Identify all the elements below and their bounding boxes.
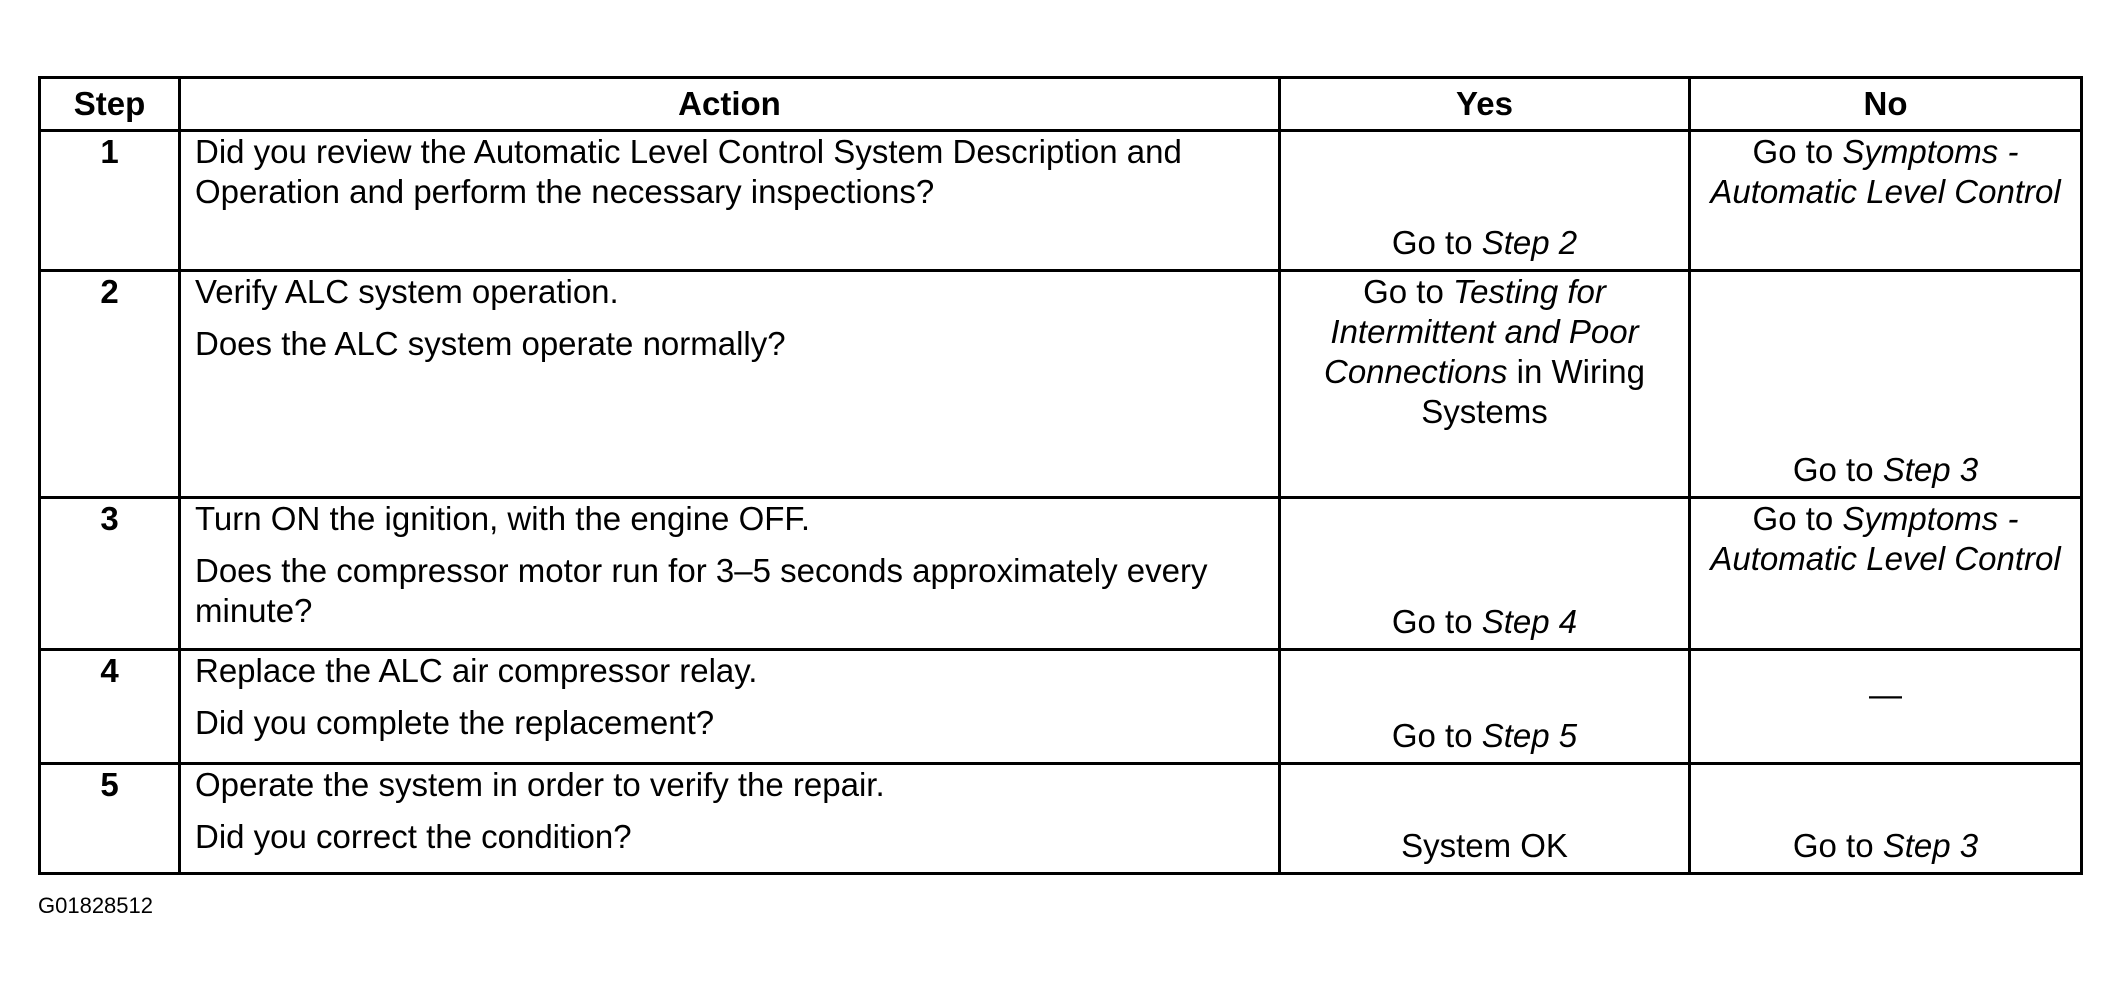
figure-id: G01828512 bbox=[38, 893, 153, 918]
yes-prefix: Go to bbox=[1391, 603, 1482, 640]
no-cell bbox=[1690, 498, 2082, 650]
step-number: 4 bbox=[40, 650, 180, 764]
yes-prefix: Go to bbox=[1363, 273, 1453, 310]
no-link[interactable]: Symptoms - Automatic Level Control bbox=[1710, 500, 2061, 577]
action-cell bbox=[180, 650, 1280, 764]
action-text: Did you review the Automatic Level Control System Description and Operation and perform the necessary inspections? bbox=[195, 133, 1182, 210]
no-link[interactable]: Step 3 bbox=[1882, 827, 1979, 864]
table-header-row bbox=[40, 78, 2082, 131]
table-row bbox=[40, 271, 2082, 498]
no-cell bbox=[1690, 764, 2082, 874]
yes-link[interactable]: Testing for Intermittent and Poor Connections bbox=[1324, 273, 1639, 390]
action-cell bbox=[180, 131, 1280, 271]
header-step: Step bbox=[40, 78, 180, 131]
action-cell bbox=[180, 764, 1280, 874]
no-prefix: Go to bbox=[1752, 133, 1843, 170]
action-instruction: Verify ALC system operation. bbox=[195, 273, 619, 310]
yes-cell bbox=[1280, 131, 1690, 271]
header-no: No bbox=[1690, 78, 2082, 131]
table-row bbox=[40, 131, 2082, 271]
yes-link[interactable]: Step 2 bbox=[1481, 224, 1578, 261]
yes-cell bbox=[1280, 271, 1690, 498]
no-link[interactable]: Step 3 bbox=[1882, 451, 1979, 488]
yes-link[interactable]: Step 4 bbox=[1481, 603, 1578, 640]
table-row bbox=[40, 764, 2082, 874]
no-prefix: Go to bbox=[1752, 500, 1843, 537]
yes-link[interactable]: Step 5 bbox=[1481, 717, 1578, 754]
action-instruction: Operate the system in order to verify the repair. bbox=[195, 766, 885, 803]
action-instruction: Replace the ALC air compressor relay. bbox=[195, 652, 758, 689]
no-cell bbox=[1690, 271, 2082, 498]
action-cell bbox=[180, 498, 1280, 650]
table-row bbox=[40, 498, 2082, 650]
yes-cell bbox=[1280, 764, 1690, 874]
yes-cell bbox=[1280, 498, 1690, 650]
no-cell bbox=[1690, 650, 2082, 764]
action-question: Does the compressor motor run for 3–5 seconds approximately every minute? bbox=[195, 552, 1208, 629]
diagnostic-table bbox=[38, 76, 2083, 875]
yes-prefix: Go to bbox=[1391, 224, 1482, 261]
action-instruction: Turn ON the ignition, with the engine OFF. bbox=[195, 500, 811, 537]
yes-cell bbox=[1280, 650, 1690, 764]
no-link[interactable]: Symptoms - Automatic Level Control bbox=[1710, 133, 2061, 210]
yes-prefix: Go to bbox=[1391, 717, 1482, 754]
yes-suffix: in Wiring Systems bbox=[1421, 353, 1645, 430]
table-row bbox=[40, 650, 2082, 764]
header-action: Action bbox=[180, 78, 1280, 131]
header-yes: Yes bbox=[1280, 78, 1690, 131]
action-question: Does the ALC system operate normally? bbox=[195, 325, 786, 362]
no-cell bbox=[1690, 131, 2082, 271]
yes-text: System OK bbox=[1401, 827, 1568, 864]
step-number: 5 bbox=[40, 764, 180, 874]
no-action-dash: — bbox=[1869, 676, 1902, 713]
action-question: Did you complete the replacement? bbox=[195, 704, 715, 741]
no-prefix: Go to bbox=[1792, 451, 1883, 488]
action-cell bbox=[180, 271, 1280, 498]
step-number: 2 bbox=[40, 271, 180, 498]
action-question: Did you correct the condition? bbox=[195, 818, 632, 855]
step-number: 3 bbox=[40, 498, 180, 650]
no-prefix: Go to bbox=[1792, 827, 1883, 864]
step-number: 1 bbox=[40, 131, 180, 271]
